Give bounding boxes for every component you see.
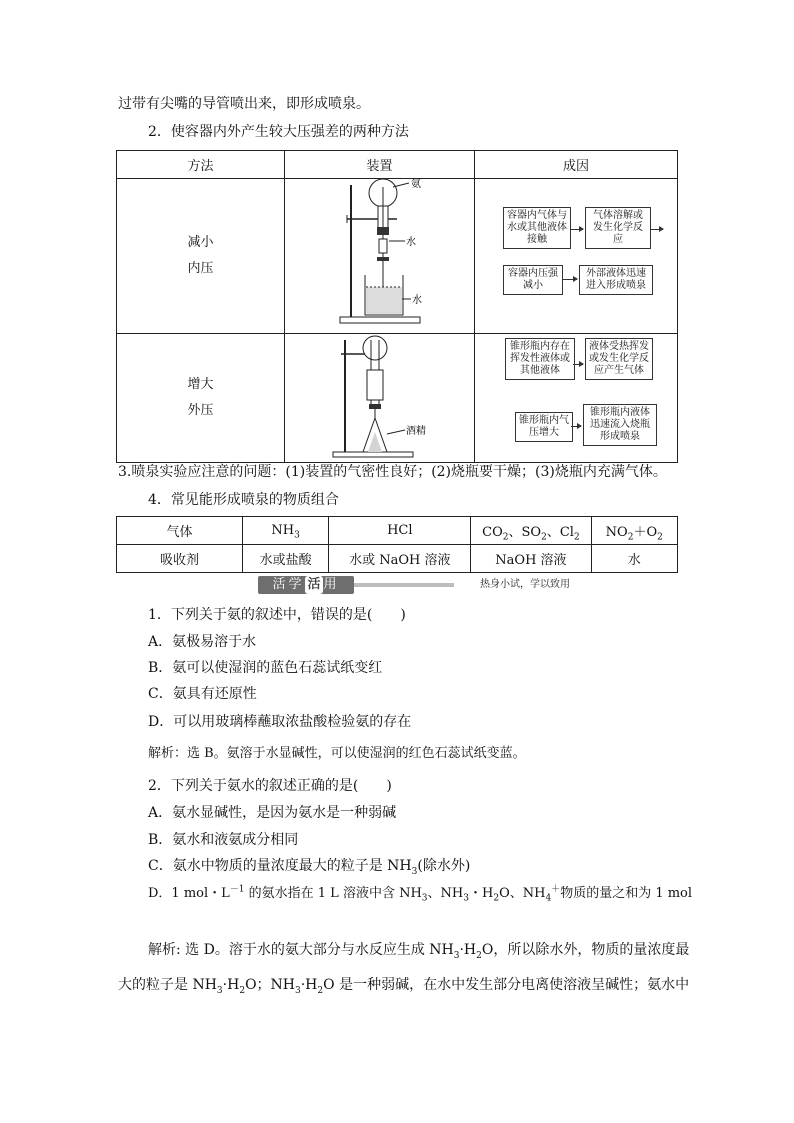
gas-no2-o2: $NO_2+O_2$ (591, 517, 677, 545)
header-cause: 成因 (475, 151, 678, 179)
q1-analysis: 解析：选 B。氨溶于水显碱性，可以使湿润的红色石蕊试纸变蓝。 (148, 746, 526, 761)
flow-arrow (571, 229, 583, 230)
q2-option-d: D．1 mol・$L^{-1}$ 的氨水指在 1 L 溶液中含 $NH_3$、$NH_3$・$H_2O$、$NH_4^+$物质的量之和为 1 mol (148, 884, 693, 904)
row-header-absorbent: 吸收剂 (117, 545, 243, 573)
flow-box-volatile-liquid: 锥形瓶内存在挥发性液体或其他液体 (505, 338, 575, 380)
absorbent-4: 水 (591, 545, 677, 573)
methods-table (116, 150, 678, 463)
q2-option-b: B．氨水和液氨成分相同 (148, 832, 299, 848)
flow-arrow (573, 364, 583, 365)
paragraph-continuation: 过带有尖嘴的导管喷出来，即形成喷泉。 (118, 96, 370, 112)
cause-increase-outer (475, 334, 678, 463)
cause-reduce-inner (475, 179, 678, 334)
flow-arrow (651, 229, 663, 230)
q2-analysis-line-1: 解析: 选 D。溶于水的氨大部分与水反应生成 $NH_3\cdot H_2O$，所以除水外，物质的量浓度最 (148, 942, 690, 961)
q2-option-a: A．氨水显碱性，是因为氨水是一种弱碱 (148, 805, 397, 821)
flow-arrow (571, 426, 581, 427)
flow-box-heated-gas: 液体受热挥发或发生化学反应产生气体 (585, 338, 653, 380)
flow-box-pressure-decrease: 容器内压强减小 (503, 265, 563, 295)
section-2-title: 2．使容器内外产生较大压强差的两种方法 (148, 124, 409, 140)
gas-co2-so2-cl2: $CO_2$、$SO_2$、$Cl_2$ (471, 517, 591, 545)
method-increase-outer-pressure: 增大 外压 (117, 334, 285, 463)
q1-option-d: D．可以用玻璃棒蘸取浓盐酸检验氨的存在 (148, 714, 412, 730)
header-apparatus: 装置 (285, 151, 475, 179)
banner-subtitle: 热身小试，学以致用 (480, 579, 570, 590)
apparatus-ammonia-fountain (285, 179, 475, 334)
q2-option-c: C．氨水中物质的量浓度最大的粒子是 $NH_3$(除水外) (148, 858, 471, 877)
flow-box-flask-pressure: 锥形瓶内气压增大 (515, 412, 573, 442)
label-alcohol: 酒精 (406, 426, 426, 437)
q1-option-b: B．氨可以使湿润的蓝色石蕊试纸变红 (148, 660, 383, 676)
section-3-text: (1)装置的气密性良好；(2)烧瓶要干燥；(3)烧瓶内充满气体。 (285, 464, 667, 480)
section-4-title: 4．常见能形成喷泉的物质组合 (148, 492, 339, 508)
absorbent-1: 水或盐酸 (242, 545, 328, 573)
practice-banner (258, 576, 570, 594)
q2-stem: 2．下列关于氨水的叙述正确的是( ) (148, 778, 392, 794)
banner-title: 活学 活 用 (258, 576, 354, 594)
gas-hcl: HCl (329, 517, 471, 545)
section-3 (118, 462, 667, 482)
flow-box-liquid-enter: 外部液体迅速进入形成喷泉 (579, 265, 653, 295)
substance-combinations-table (116, 516, 678, 573)
absorbent-3: NaOH 溶液 (471, 545, 591, 573)
method-reduce-inner-pressure: 减小 内压 (117, 179, 285, 334)
header-method: 方法 (117, 151, 285, 179)
ammonia-fountain-diagram (285, 179, 474, 333)
gas-nh3: $NH_3$ (242, 517, 328, 545)
label-water-1: 水 (406, 237, 416, 248)
flow-box-gas-contact: 容器内气体与水或其他液体接触 (503, 207, 571, 249)
q2-analysis-line-2: 大的粒子是 $NH_3\cdot H_2O$；$NH_3\cdot H_2O$ 是一种弱碱，在水中发生部分电离使溶液呈碱性；氨水中 (118, 977, 690, 996)
flow-box-dissolve: 气体溶解或发生化学反应 (585, 207, 651, 249)
flow-box-liquid-flow: 锥形瓶内液体迅速流入烧瓶形成喷泉 (583, 404, 657, 446)
row-header-gas: 气体 (117, 517, 243, 545)
q1-option-c: C．氨具有还原性 (148, 686, 257, 702)
alcohol-fountain-diagram (285, 334, 474, 462)
absorbent-2: 水或 NaOH 溶液 (329, 545, 471, 573)
label-water-2: 水 (412, 295, 422, 306)
q1-option-a: A．氨极易溶于水 (148, 634, 257, 650)
q1-stem: 1．下列关于氨的叙述中，错误的是( ) (148, 607, 406, 623)
section-3-label: 3.喷泉实验应注意的问题： (118, 464, 286, 480)
banner-divider (354, 583, 454, 587)
apparatus-alcohol-fountain (285, 334, 475, 463)
flow-arrow (563, 279, 577, 280)
label-ammonia: 氨 (411, 179, 421, 190)
